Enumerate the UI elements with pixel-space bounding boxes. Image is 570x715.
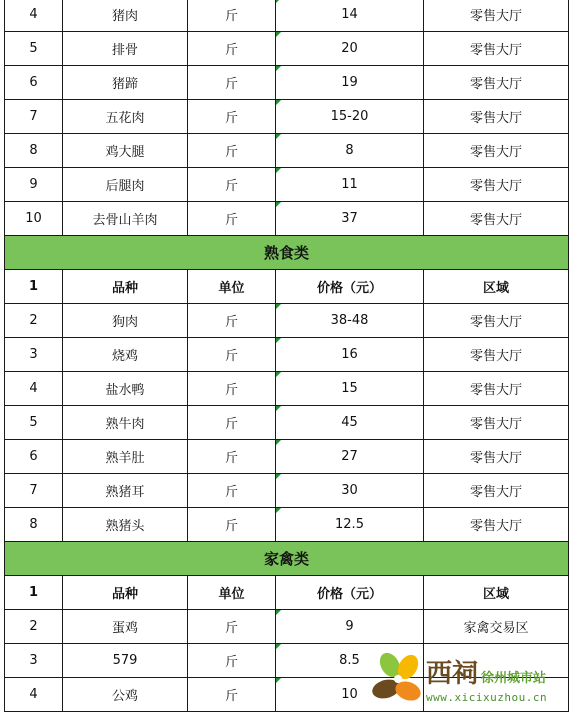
area-cell: 零售大厅: [424, 474, 569, 508]
table-row: [5, 508, 569, 542]
row-number-cell: 6: [5, 66, 63, 100]
row-number-cell: 2: [5, 610, 63, 644]
unit-cell: 斤: [188, 100, 276, 134]
item-name-cell: 熟牛肉: [63, 406, 188, 440]
price-cell: 19: [276, 66, 424, 100]
price-cell: 8: [276, 134, 424, 168]
unit-cell: 斤: [188, 338, 276, 372]
unit-cell: 斤: [188, 406, 276, 440]
row-number-cell: 10: [5, 202, 63, 236]
price-cell: 16: [276, 338, 424, 372]
area-cell: 零售大厅: [424, 0, 569, 32]
row-number-cell: 3: [5, 644, 63, 678]
table-row: [5, 406, 569, 440]
unit-cell: 斤: [188, 644, 276, 678]
area-cell: 零售大厅: [424, 508, 569, 542]
area-cell: 零售大厅: [424, 406, 569, 440]
price-cell: 11: [276, 168, 424, 202]
row-number-cell: 6: [5, 440, 63, 474]
item-name-cell: 熟羊肚: [63, 440, 188, 474]
row-number-cell: 8: [5, 134, 63, 168]
price-table-body: [5, 0, 569, 712]
item-name-cell: 猪肉: [63, 0, 188, 32]
table-row: [5, 32, 569, 66]
unit-cell: 斤: [188, 508, 276, 542]
item-name-cell: 烧鸡: [63, 338, 188, 372]
section-title: 家禽类: [5, 542, 569, 576]
item-name-cell: 狗肉: [63, 304, 188, 338]
site-url: www.xicixuzhou.cn: [426, 691, 548, 704]
flower-logo-icon: [368, 649, 428, 711]
item-name-cell: 公鸡: [63, 678, 188, 712]
item-name-cell: 鸡大腿: [63, 134, 188, 168]
unit-cell: 斤: [188, 440, 276, 474]
unit-cell: 单位: [188, 270, 276, 304]
area-cell: 零售大厅: [424, 134, 569, 168]
item-name-cell: 后腿肉: [63, 168, 188, 202]
price-cell: 8.5: [276, 644, 424, 678]
row-number-cell: 5: [5, 406, 63, 440]
unit-cell: 斤: [188, 202, 276, 236]
section-header-row: [5, 542, 569, 576]
item-name-cell: 熟猪头: [63, 508, 188, 542]
row-number-cell: 1: [5, 576, 63, 610]
site-brand: 西祠: [426, 659, 479, 689]
unit-cell: 斤: [188, 474, 276, 508]
price-cell: 20: [276, 32, 424, 66]
row-number-cell: 8: [5, 508, 63, 542]
price-cell: 38-48: [276, 304, 424, 338]
area-cell: 家禽交易区: [424, 610, 569, 644]
area-cell: 零售大厅: [424, 32, 569, 66]
item-name-cell: 品种: [63, 576, 188, 610]
section-title: 熟食类: [5, 236, 569, 270]
price-table: [4, 0, 569, 712]
row-number-cell: 3: [5, 338, 63, 372]
table-row: [5, 304, 569, 338]
table-row: [5, 134, 569, 168]
price-cell: 15: [276, 372, 424, 406]
price-cell: 37: [276, 202, 424, 236]
unit-cell: 斤: [188, 610, 276, 644]
table-row: [5, 474, 569, 508]
table-row: [5, 202, 569, 236]
item-name-cell: 猪蹄: [63, 66, 188, 100]
row-number-cell: 2: [5, 304, 63, 338]
site-city: 徐州城市站: [481, 671, 547, 686]
price-cell: 12.5: [276, 508, 424, 542]
area-cell: 零售大厅: [424, 202, 569, 236]
area-cell: 零售大厅: [424, 168, 569, 202]
unit-cell: 单位: [188, 576, 276, 610]
item-name-cell: 蛋鸡: [63, 610, 188, 644]
price-cell: 30: [276, 474, 424, 508]
unit-cell: 斤: [188, 168, 276, 202]
site-watermark-logo: [368, 649, 568, 711]
item-name-cell: 熟猪耳: [63, 474, 188, 508]
unit-cell: 斤: [188, 134, 276, 168]
price-cell: 15-20: [276, 100, 424, 134]
row-number-cell: 7: [5, 474, 63, 508]
price-cell: 45: [276, 406, 424, 440]
item-name-cell: 579: [63, 644, 188, 678]
area-cell: 零售大厅: [424, 304, 569, 338]
site-name: [426, 659, 546, 689]
row-number-cell: 5: [5, 32, 63, 66]
row-number-cell: 4: [5, 0, 63, 32]
table-row: [5, 100, 569, 134]
item-name-cell: 五花肉: [63, 100, 188, 134]
price-cell: 价格（元）: [276, 270, 424, 304]
row-number-cell: 7: [5, 100, 63, 134]
table-row: [5, 66, 569, 100]
area-cell: 区域: [424, 576, 569, 610]
unit-cell: 斤: [188, 372, 276, 406]
section-header-row: [5, 236, 569, 270]
row-number-cell: 1: [5, 270, 63, 304]
unit-cell: 斤: [188, 0, 276, 32]
price-cell: 27: [276, 440, 424, 474]
area-cell: 零售大厅: [424, 100, 569, 134]
price-cell: 14: [276, 0, 424, 32]
area-cell: 零售大厅: [424, 372, 569, 406]
unit-cell: 斤: [188, 304, 276, 338]
unit-cell: 斤: [188, 678, 276, 712]
row-number-cell: 4: [5, 372, 63, 406]
unit-cell: 斤: [188, 32, 276, 66]
table-row: [5, 338, 569, 372]
table-row: [5, 168, 569, 202]
area-cell: 零售大厅: [424, 66, 569, 100]
item-name-cell: 去骨山羊肉: [63, 202, 188, 236]
row-number-cell: 4: [5, 678, 63, 712]
item-name-cell: 排骨: [63, 32, 188, 66]
item-name-cell: 盐水鸭: [63, 372, 188, 406]
price-cell: 10: [276, 678, 424, 712]
column-header-row: [5, 270, 569, 304]
table-row: [5, 610, 569, 644]
area-cell: 零售大厅: [424, 338, 569, 372]
price-cell: 价格（元）: [276, 576, 424, 610]
column-header-row: [5, 576, 569, 610]
area-cell: 区域: [424, 270, 569, 304]
area-cell: 零售大厅: [424, 440, 569, 474]
table-row: [5, 372, 569, 406]
price-cell: 9: [276, 610, 424, 644]
table-row: [5, 0, 569, 32]
row-number-cell: 9: [5, 168, 63, 202]
item-name-cell: 品种: [63, 270, 188, 304]
unit-cell: 斤: [188, 66, 276, 100]
table-row: [5, 440, 569, 474]
